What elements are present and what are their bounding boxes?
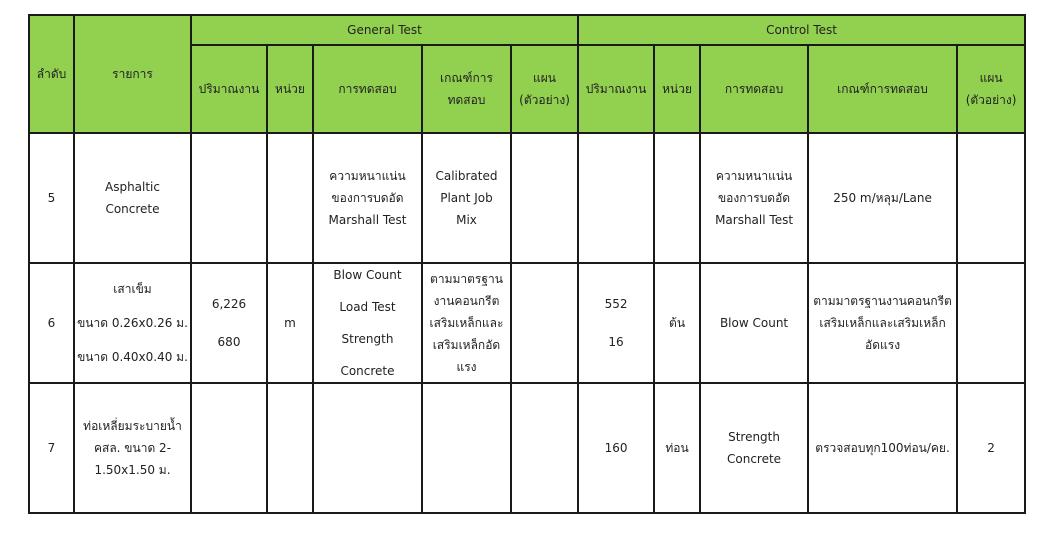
control-unit: ท่อน xyxy=(654,383,700,513)
general-test-line: Blow Count xyxy=(333,268,402,282)
item-name-line: เสาเข็ม xyxy=(113,282,152,296)
general-test-line: ของการบดอัด xyxy=(331,191,404,205)
header-control-plan-line: แผน xyxy=(979,71,1003,85)
item-name-line: ท่อเหลี่ยมระบายน้ำ xyxy=(83,419,182,433)
table-body xyxy=(29,133,1025,513)
header-control-plan-line: (ตัวอย่าง) xyxy=(965,93,1017,107)
control-test-line: Marshall Test xyxy=(715,213,794,227)
item-name-line: Asphaltic xyxy=(104,180,160,194)
control-criteria-line: เสริมเหล็กและเสริมเหล็ก xyxy=(819,316,946,330)
header-control-qty: ปริมาณงาน xyxy=(578,45,654,133)
general-plan xyxy=(511,133,578,263)
general-unit xyxy=(267,383,313,513)
general-plan xyxy=(511,263,578,383)
general-criteria xyxy=(422,133,511,263)
general-test xyxy=(313,263,422,383)
general-criteria-line: ตามมาตรฐาน xyxy=(430,272,503,286)
item-name-line: คสล. ขนาด 2- xyxy=(93,441,172,455)
table-row xyxy=(29,263,1025,383)
header-general-criteria xyxy=(422,45,511,133)
header-general-criteria-line: เกณฑ์การ xyxy=(440,71,493,85)
item-name-line: Concrete xyxy=(105,202,160,216)
control-test xyxy=(700,133,808,263)
table-row xyxy=(29,383,1025,513)
control-test-line: Blow Count xyxy=(719,316,789,330)
control-qty-line: 552 xyxy=(604,297,628,311)
row-number: 5 xyxy=(29,133,74,263)
control-qty-line: 160 xyxy=(604,441,628,455)
control-criteria-line: 250 m/หลุม/Lane xyxy=(833,191,932,205)
general-qty-line: 6,226 xyxy=(211,297,247,311)
item-name xyxy=(74,133,191,263)
header-control-criteria: เกณฑ์การทดสอบ xyxy=(808,45,957,133)
header-general-test: General Test xyxy=(191,15,578,45)
item-name-line: ขนาด 0.26x0.26 ม. xyxy=(77,316,188,330)
general-criteria xyxy=(422,383,511,513)
control-criteria xyxy=(808,263,957,383)
control-plan xyxy=(957,133,1025,263)
general-test-line: Marshall Test xyxy=(328,213,407,227)
header-control-test-method: การทดสอบ xyxy=(700,45,808,133)
header-general-plan-line: (ตัวอย่าง) xyxy=(519,93,570,107)
control-qty-line: 16 xyxy=(608,335,624,349)
header-control-plan xyxy=(957,45,1025,133)
control-criteria-line: อัดแรง xyxy=(865,338,901,352)
header-control-unit: หน่วย xyxy=(654,45,700,133)
item-name xyxy=(74,383,191,513)
general-criteria-line: งานคอนกรีต xyxy=(433,294,500,308)
table-row xyxy=(29,133,1025,263)
header-general-plan xyxy=(511,45,578,133)
general-test-line: Strength xyxy=(341,332,394,346)
control-criteria xyxy=(808,133,957,263)
general-criteria-line: Plant Job xyxy=(440,191,493,205)
control-test-line: ความหนาแน่น xyxy=(715,169,793,183)
item-name-line: 1.50x1.50 ม. xyxy=(94,463,171,477)
general-criteria-line: Calibrated xyxy=(435,169,498,183)
header-control-test: Control Test xyxy=(578,15,1025,45)
test-plan-table xyxy=(28,14,1026,514)
control-qty xyxy=(578,133,654,263)
general-qty xyxy=(191,263,267,383)
header-general-unit: หน่วย xyxy=(267,45,313,133)
header-general-qty: ปริมาณงาน xyxy=(191,45,267,133)
header-no: ลำดับ xyxy=(29,15,74,133)
control-test-line: ของการบดอัด xyxy=(717,191,791,205)
general-test-line: ความหนาแน่น xyxy=(329,169,406,183)
general-criteria-line: Mix xyxy=(456,213,477,227)
general-unit xyxy=(267,133,313,263)
control-unit xyxy=(654,133,700,263)
general-criteria-line: แรง xyxy=(456,360,477,374)
general-test-line: Load Test xyxy=(339,300,396,314)
control-criteria xyxy=(808,383,957,513)
row-number: 7 xyxy=(29,383,74,513)
general-criteria-line: เสริมเหล็กอัด xyxy=(432,338,501,352)
general-unit: m xyxy=(267,263,313,383)
header-general-plan-line: แผน xyxy=(533,71,556,85)
item-name xyxy=(74,263,191,383)
general-qty-line: 680 xyxy=(217,335,241,349)
general-test-line: Concrete xyxy=(340,364,395,378)
control-test-line: Concrete xyxy=(727,452,782,466)
control-plan xyxy=(957,263,1025,383)
control-test xyxy=(700,263,808,383)
control-qty xyxy=(578,383,654,513)
header-general-test-method: การทดสอบ xyxy=(313,45,422,133)
control-qty xyxy=(578,263,654,383)
general-plan xyxy=(511,383,578,513)
header-general-criteria-line: ทดสอบ xyxy=(447,93,486,107)
control-criteria-line: ตามมาตรฐานงานคอนกรีต xyxy=(813,294,952,308)
general-qty xyxy=(191,383,267,513)
control-criteria-line: ตรวจสอบทุก100ท่อน/คย. xyxy=(815,441,950,455)
control-plan: 2 xyxy=(957,383,1025,513)
general-test xyxy=(313,133,422,263)
row-number: 6 xyxy=(29,263,74,383)
control-unit: ต้น xyxy=(654,263,700,383)
control-test xyxy=(700,383,808,513)
general-criteria xyxy=(422,263,511,383)
general-criteria-line: เสริมเหล็กและ xyxy=(429,316,504,330)
general-qty xyxy=(191,133,267,263)
general-test xyxy=(313,383,422,513)
control-test-line: Strength xyxy=(728,430,780,444)
item-name-line: ขนาด 0.40x0.40 ม. xyxy=(77,350,188,364)
header-item: รายการ xyxy=(74,15,191,133)
